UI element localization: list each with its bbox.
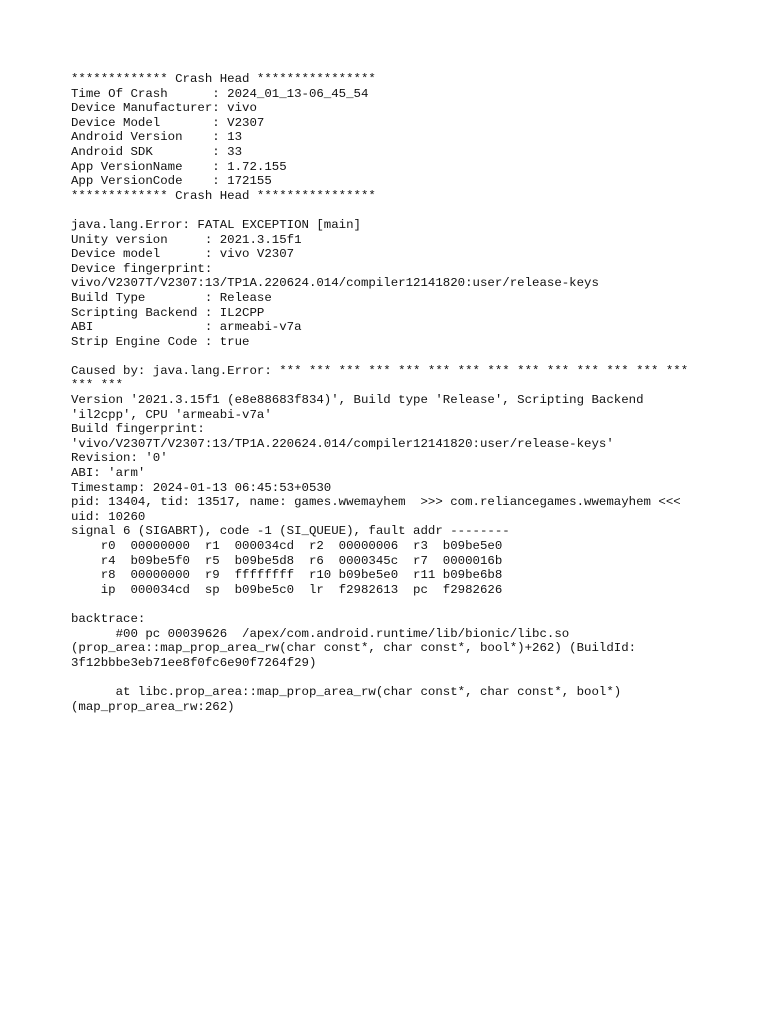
version-line-continuation: 'il2cpp', CPU 'armeabi-v7a' — [71, 407, 272, 422]
device-manufacturer: Device Manufacturer: vivo — [71, 101, 257, 116]
backtrace-label: backtrace: — [71, 611, 146, 626]
build-type: Build Type : Release — [71, 290, 272, 305]
build-fingerprint-value: 'vivo/V2307T/V2307:13/TP1A.220624.014/compiler12141820:user/release-keys' — [71, 436, 614, 451]
device-model: Device Model : V2307 — [71, 115, 265, 130]
caused-by-line: Caused by: java.lang.Error: *** *** *** *** *** *** *** *** *** *** *** *** *** *** — [71, 363, 689, 378]
device-fingerprint-label: Device fingerprint: — [71, 261, 213, 276]
backtrace-frame: #00 pc 00039626 /apex/com.android.runtime/lib/bionic/libc.so — [71, 626, 570, 641]
crash-log-document — [71, 72, 751, 714]
caused-by-continuation: *** *** — [71, 378, 124, 393]
crash-head-title-top: ************* Crash Head **************** — [71, 72, 376, 86]
register-row: ip 000034cd sp b09be5c0 lr f2982613 pc f2982626 — [71, 582, 503, 597]
backtrace-at-line: at libc.prop_area::map_prop_area_rw(char const*, char const*, bool*) — [71, 684, 622, 699]
version-line: Version '2021.3.15f1 (e8e88683f834)', Build type 'Release', Scripting Backend — [71, 393, 644, 408]
abi-arm: ABI: 'arm' — [71, 466, 146, 481]
app-version-name: App VersionName : 1.72.155 — [71, 159, 287, 174]
backtrace-build-id: 3f12bbbe3eb71ee8f0fc6e90f7264f29) — [71, 655, 317, 670]
uid-line: uid: 10260 — [71, 509, 146, 524]
spacer — [71, 203, 751, 218]
register-row: r0 00000000 r1 000034cd r2 00000006 r3 b09be5e0 — [71, 539, 503, 553]
signal-line: signal 6 (SIGABRT), code -1 (SI_QUEUE), fault addr -------- — [71, 524, 510, 539]
device-model-full: Device model : vivo V2307 — [71, 247, 295, 262]
abi: ABI : armeabi-v7a — [71, 320, 302, 335]
register-row: r8 00000000 r9 ffffffff r10 b09be5e0 r11 b09be6b8 — [71, 568, 503, 583]
unity-version: Unity version : 2021.3.15f1 — [71, 232, 302, 247]
backtrace-at-line-continuation: (map_prop_area_rw:262) — [71, 699, 235, 714]
build-fingerprint-label: Build fingerprint: — [71, 422, 205, 437]
revision: Revision: '0' — [71, 451, 168, 466]
time-of-crash: Time Of Crash : 2024_01_13-06_45_54 — [71, 86, 369, 101]
app-version-code: App VersionCode : 172155 — [71, 174, 272, 189]
crash-head-title-bottom: ************* Crash Head **************** — [71, 188, 376, 203]
scripting-backend: Scripting Backend : IL2CPP — [71, 305, 265, 320]
android-sdk: Android SDK : 33 — [71, 144, 243, 159]
spacer — [71, 670, 751, 685]
device-fingerprint-value: vivo/V2307T/V2307:13/TP1A.220624.014/compiler12141820:user/release-keys — [71, 276, 599, 291]
timestamp: Timestamp: 2024-01-13 06:45:53+0530 — [71, 480, 332, 495]
strip-engine-code: Strip Engine Code : true — [71, 334, 250, 349]
backtrace-frame-continuation: (prop_area::map_prop_area_rw(char const*, char const*, bool*)+262) (BuildId: — [71, 641, 637, 656]
register-row: r4 b09be5f0 r5 b09be5d8 r6 0000345c r7 0000016b — [71, 553, 503, 568]
android-version: Android Version : 13 — [71, 130, 243, 145]
pid-line: pid: 13404, tid: 13517, name: games.wwemayhem >>> com.reliancegames.wwemayhem <<< — [71, 495, 681, 510]
spacer — [71, 597, 751, 612]
fatal-exception: java.lang.Error: FATAL EXCEPTION [main] — [71, 217, 361, 232]
spacer — [71, 349, 751, 364]
